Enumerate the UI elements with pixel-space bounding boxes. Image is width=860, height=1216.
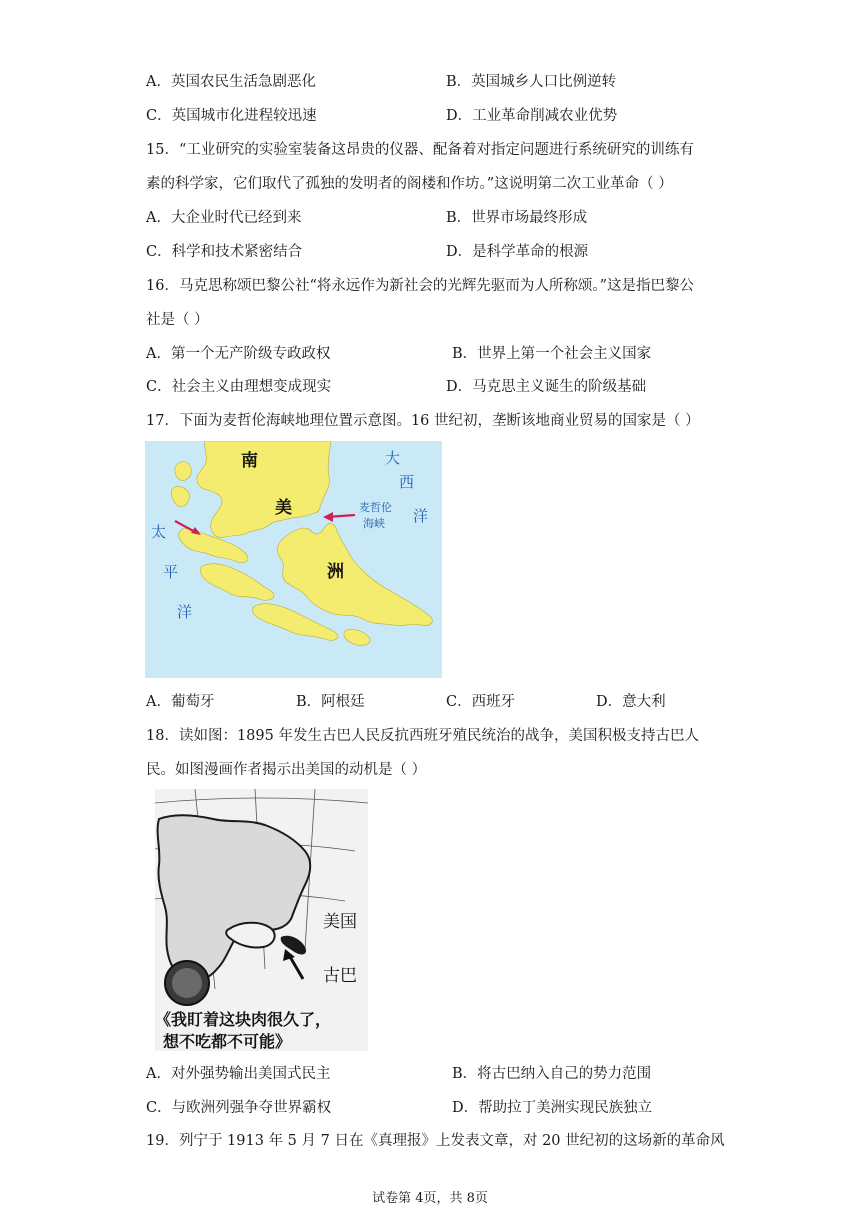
q16-option-b: B．世界上第一个社会主义国家 — [452, 346, 652, 362]
map-label-yang-atlantic: 洋 — [413, 507, 429, 525]
q14-option-d: D．工业革命削减农业优势 — [446, 108, 618, 124]
map-label-da: 大 — [385, 449, 401, 467]
map-label-mei: 美 — [275, 498, 292, 518]
map-label-yang-pacific: 洋 — [177, 603, 193, 621]
q16-option-d: D．马克思主义诞生的阶级基础 — [446, 379, 647, 395]
q18-option-d: D．帮助拉丁美洲实现民族独立 — [452, 1100, 653, 1116]
q18-option-c: C．与欧洲列强争夺世界霸权 — [146, 1100, 332, 1116]
q17-option-b: B．阿根廷 — [296, 694, 365, 710]
q18-option-b: B．将古巴纳入自己的势力范围 — [452, 1066, 652, 1082]
q16-option-c: C．社会主义由理想变成现实 — [146, 379, 332, 395]
cartoon-image — [155, 789, 368, 1051]
q18-stem-line2: 民。如图漫画作者揭示出美国的动机是（ ） — [146, 762, 427, 778]
cartoon-caption-line1: 《我盯着这块肉很久了， — [155, 1010, 332, 1029]
map-label-zhou: 洲 — [327, 562, 344, 582]
map-island-4 — [175, 462, 191, 481]
map-label-strait-line2: 海峡 — [363, 517, 385, 530]
cartoon-label-usa: 美国 — [323, 912, 357, 932]
magellan-strait-map — [145, 441, 442, 678]
q17-option-a: A．葡萄牙 — [146, 694, 215, 710]
q18-stem-line1: 18．读如图：1895 年发生古巴人民反抗西班牙殖民统治的战争，美国积极支持古巴人 — [146, 728, 699, 744]
q18-option-a: A．对外强势输出美国式民主 — [146, 1066, 331, 1082]
page-footer: 试卷第 4页，共 8页 — [372, 1191, 488, 1206]
q16-stem-line2: 社是（ ） — [146, 312, 209, 328]
cartoon-label-cuba: 古巴 — [323, 966, 357, 986]
q15-stem-line1: 15．“工业研究的实验室装备这昂贵的仪器、配备着对指定问题进行系统研究的训练有 — [146, 142, 694, 158]
q17-option-d: D．意大利 — [596, 694, 666, 710]
cartoon-seal-inner — [172, 968, 202, 998]
map-label-tai: 太 — [151, 523, 167, 541]
q15-stem-line2: 素的科学家，它们取代了孤独的发明者的阁楼和作坊。”这说明第二次工业革命（ ） — [146, 176, 673, 192]
q16-option-a: A．第一个无产阶级专政政权 — [146, 346, 331, 362]
q15-option-d: D．是科学革命的根源 — [446, 244, 589, 260]
q14-option-c: C．英国城市化进程较迅速 — [146, 108, 317, 124]
cartoon-caption-line2: 想不吃都不可能》 — [163, 1032, 292, 1051]
q19-stem-line1: 19．列宁于 1913 年 5 月 7 日在《真理报》上发表文章，对 20 世纪初的这场新的革命风 — [146, 1133, 725, 1149]
q15-option-b: B．世界市场最终形成 — [446, 210, 588, 226]
map-label-xi: 西 — [399, 473, 415, 491]
map-label-ping: 平 — [163, 563, 179, 581]
q16-stem-line1: 16．马克思称颂巴黎公社“将永远作为新社会的光辉先驱而为人所称颂。”这是指巴黎公 — [146, 278, 695, 294]
q14-option-b: B．英国城乡人口比例逆转 — [446, 74, 617, 90]
q15-option-a: A．大企业时代已经到来 — [146, 210, 302, 226]
map-label-nan: 南 — [241, 451, 258, 471]
q14-option-a: A．英国农民生活急剧恶化 — [146, 74, 316, 90]
map-label-strait-line1: 麦哲伦 — [359, 501, 392, 514]
q17-stem: 17．下面为麦哲伦海峡地理位置示意图。16 世纪初，垄断该地商业贸易的国家是（ ） — [146, 413, 700, 429]
q15-option-c: C．科学和技术紧密结合 — [146, 244, 303, 260]
q17-option-c: C．西班牙 — [446, 694, 516, 710]
